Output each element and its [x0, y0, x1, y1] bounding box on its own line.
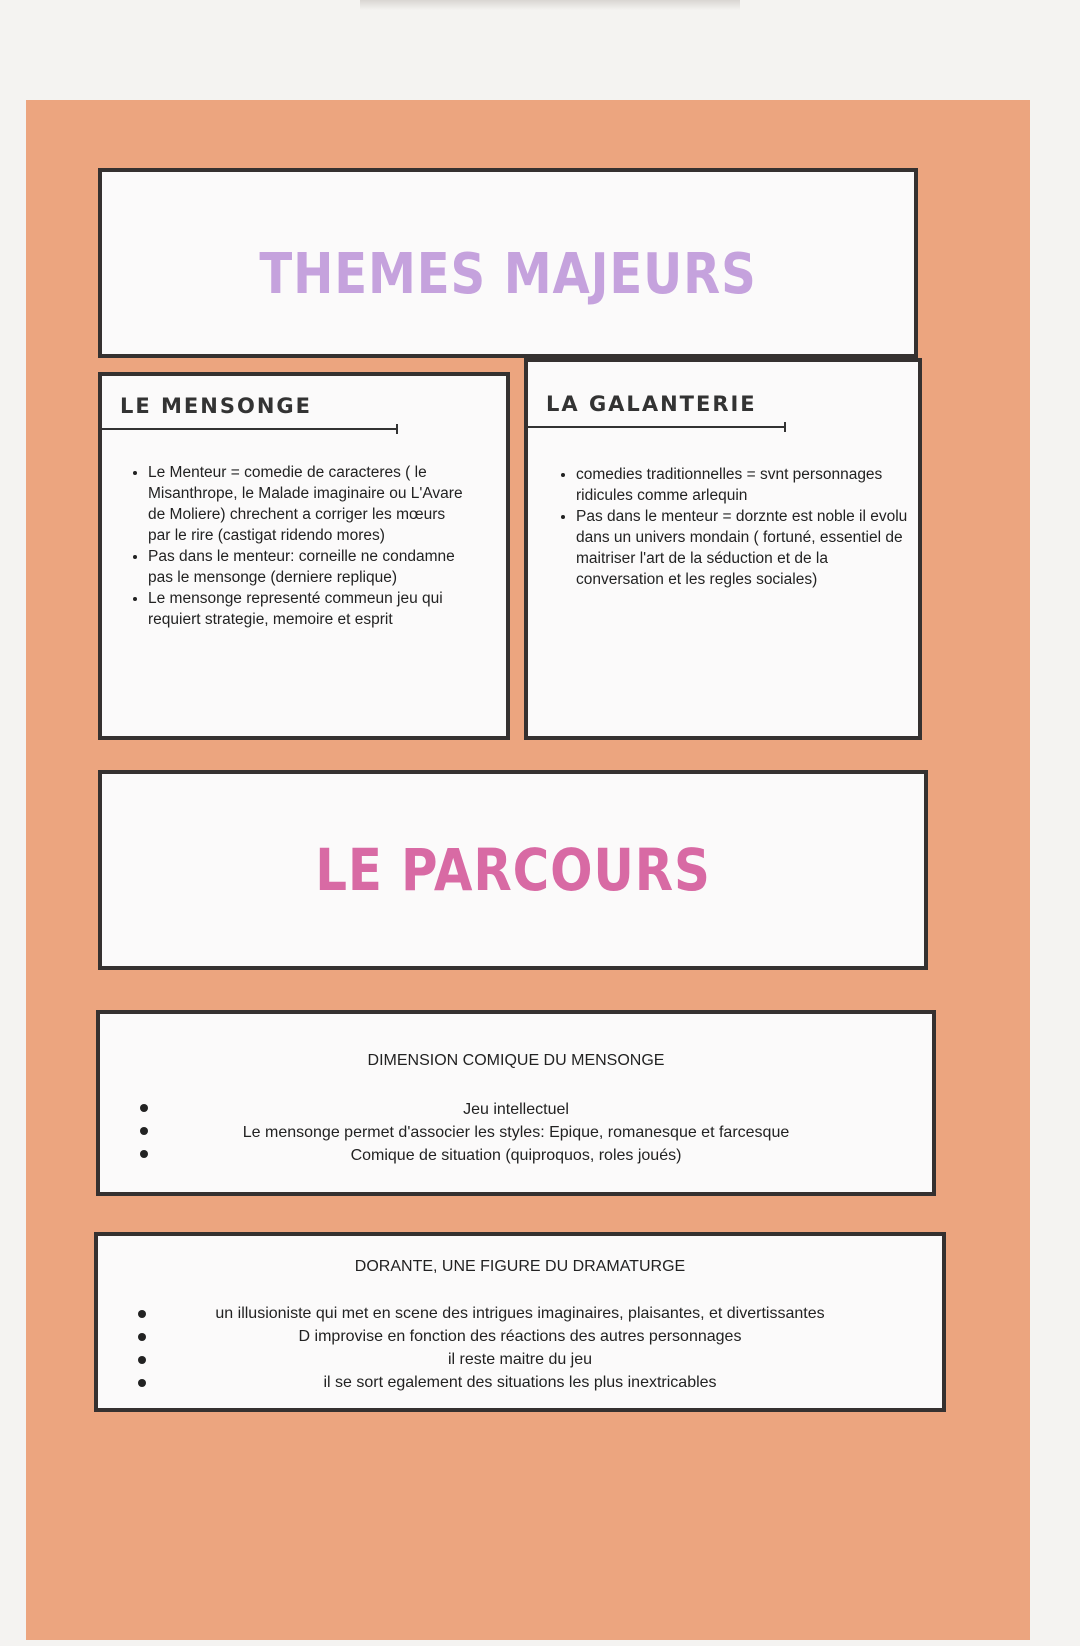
galanterie-box [524, 358, 922, 740]
parcours-title-box [98, 770, 928, 970]
comique-title: DIMENSION COMIQUE DU MENSONGE [367, 1052, 665, 1069]
parcours-title: LE PARCOURS [315, 836, 711, 904]
mensonge-item: • Le Menteur = comedie de caracteres ( le Misanthrope, le Malade imaginaire ou L'Avare de Moliere) chrechent a corriger les mœurs par le rire (castigat ridendo mores) [148, 462, 468, 546]
comique-line: Jeu intellectuel [463, 1101, 569, 1118]
comique-lines [100, 1098, 932, 1167]
mensonge-heading-rule [102, 428, 398, 430]
poster-sheet [26, 100, 1030, 1640]
dorante-lines [98, 1302, 942, 1394]
galanterie-heading: LA GALANTERIE [546, 392, 757, 416]
comique-line: Comique de situation (quiproquos, roles joués) [350, 1147, 682, 1164]
dorante-box [94, 1232, 946, 1412]
mensonge-box [98, 372, 510, 740]
themes-title-box [98, 168, 918, 358]
mensonge-item: • Le mensonge representé commeun jeu qui requiert strategie, memoire et esprit [148, 588, 468, 630]
dorante-line: D improvise en fonction des réactions des autres personnages [298, 1328, 742, 1345]
comique-box [96, 1010, 936, 1196]
dorante-line: il reste maitre du jeu [447, 1351, 593, 1368]
mensonge-rule-tick [396, 424, 398, 434]
galanterie-heading-rule [528, 426, 786, 428]
galanterie-list [554, 464, 916, 590]
dorante-line: un illusioniste qui met en scene des intrigues imaginaires, plaisantes, et divertissantes [215, 1305, 825, 1322]
galanterie-item: • Pas dans le menteur = dorznte est noble il evolu dans un univers mondain ( fortuné, essentiel de maitriser l'art de la séduction et de la conversation et les regles sociales) [576, 506, 916, 590]
comique-line: Le mensonge permet d'associer les styles: Epique, romanesque et farcesque [242, 1124, 790, 1141]
galanterie-item: • comedies traditionnelles = svnt personnages ridicules comme arlequin [576, 464, 916, 506]
mensonge-list [126, 462, 468, 630]
galanterie-rule-tick [784, 422, 786, 432]
themes-title: THEMES MAJEURS [259, 242, 757, 307]
paper-fold [360, 0, 740, 10]
mensonge-heading: LE MENSONGE [120, 394, 312, 418]
mensonge-item: • Pas dans le menteur: corneille ne condamne pas le mensonge (derniere replique) [148, 546, 468, 588]
dorante-title: DORANTE, UNE FIGURE DU DRAMATURGE [354, 1258, 686, 1275]
dorante-line: il se sort egalement des situations les plus inextricables [323, 1374, 717, 1391]
